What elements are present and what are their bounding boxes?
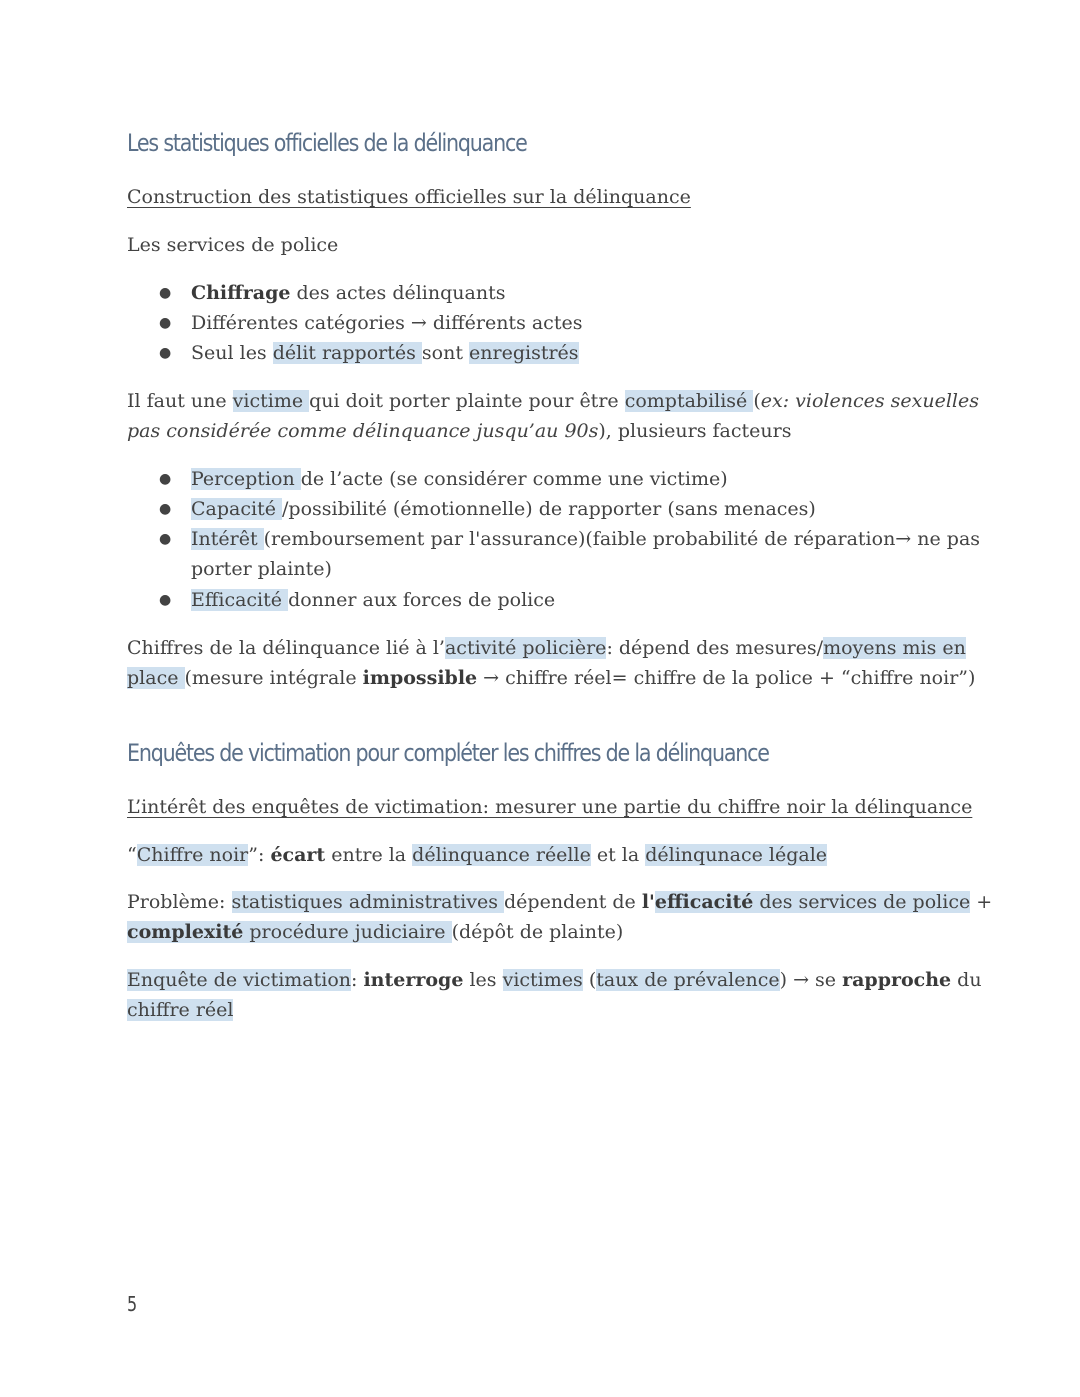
paragraph-activite-policiere-line2: place (mesure intégrale impossible → chiffre réel= chiffre de la police + “chiffre noir”) (127, 667, 976, 689)
list-item: ● Capacité /possibilité (émotionnelle) de rapporter (sans menaces) (191, 494, 816, 524)
list-item: ● Différentes catégories → différents actes (191, 308, 582, 338)
list-item: ● Intérêt (remboursement par l'assurance)(faible probabilité de réparation→ ne pas (191, 524, 980, 554)
subheading-construction: Construction des statistiques officielles sur la délinquance (127, 186, 691, 208)
paragraph-victime-line2: pas considérée comme délinquance jusqu’au 90s), plusieurs facteurs (127, 420, 792, 442)
list-item: ● Seul les délit rapportés sont enregistrés (191, 338, 579, 368)
bullet-icon: ● (159, 471, 172, 487)
paragraph-activite-policiere: Chiffres de la délinquance lié à l’activité policière: dépend des mesures/moyens mis en (127, 637, 966, 659)
paragraph-enquete-line2: chiffre réel (127, 999, 234, 1021)
bullet-icon: ● (159, 315, 172, 331)
intro-services-police: Les services de police (127, 234, 339, 256)
section-heading-1: Les statistiques officielles de la délinquance (127, 129, 527, 157)
bullet-icon: ● (159, 501, 172, 517)
paragraph-probleme: Problème: statistiques administratives dépendent de l'efficacité des services de police + (127, 891, 993, 913)
list-item-continuation: porter plainte) (191, 558, 332, 580)
bullet-icon: ● (159, 592, 172, 608)
subheading-interet: L’intérêt des enquêtes de victimation: mesurer une partie du chiffre noir la délinquance (127, 796, 973, 818)
page-number: 5 (127, 1292, 138, 1316)
paragraph-enquete: Enquête de victimation: interroge les victimes (taux de prévalence) → se rapproche du (127, 969, 982, 991)
paragraph-chiffre-noir: “Chiffre noir”: écart entre la délinquance réelle et la délinqunace légale (127, 844, 828, 866)
list-item: ● Chiffrage des actes délinquants (191, 278, 505, 308)
list-item: ● Perception de l’acte (se considérer comme une victime) (191, 464, 728, 494)
paragraph-victime: Il faut une victime qui doit porter plainte pour être comptabilisé (ex: violences sexuelles (127, 390, 979, 412)
bullet-icon: ● (159, 345, 172, 361)
bullet-icon: ● (159, 285, 172, 301)
bullet-icon: ● (159, 531, 172, 547)
list-item: ● Efficacité donner aux forces de police (191, 585, 555, 615)
section-heading-2: Enquêtes de victimation pour compléter les chiffres de la délinquance (127, 739, 769, 767)
paragraph-probleme-line2: complexité procédure judiciaire (dépôt de plainte) (127, 921, 624, 943)
